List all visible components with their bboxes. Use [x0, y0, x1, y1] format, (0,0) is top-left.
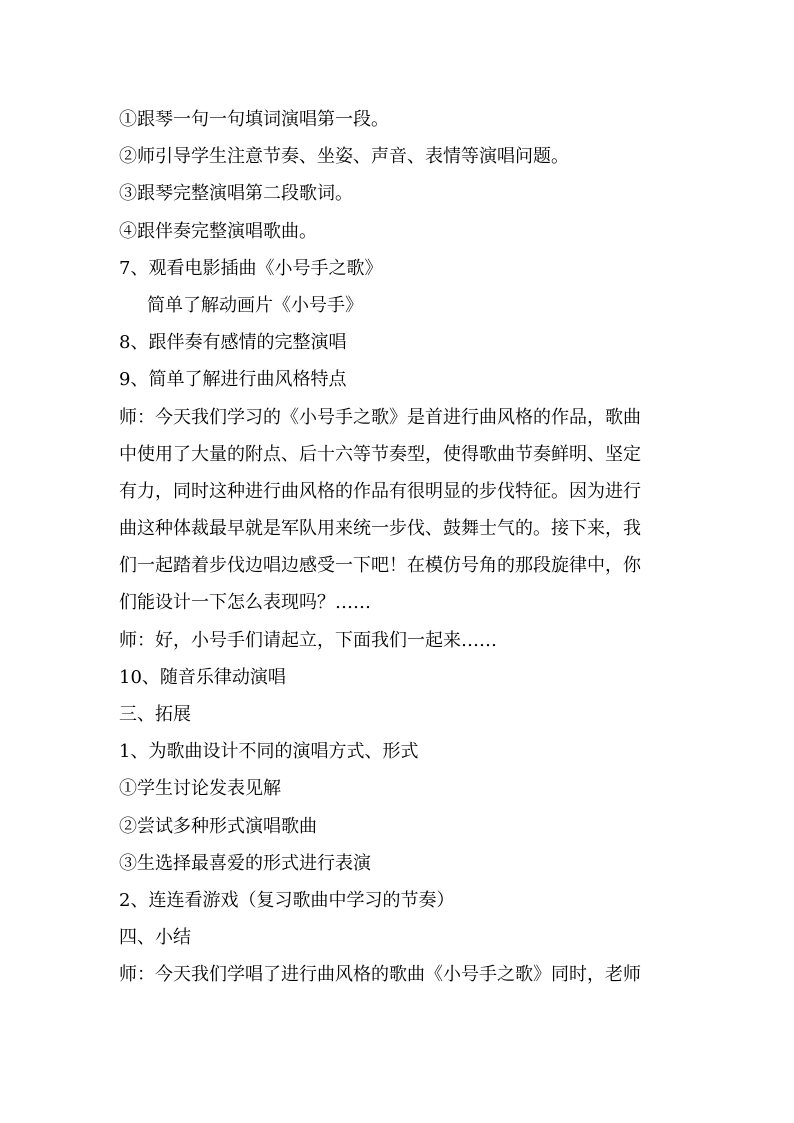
step-line: ④跟伴奏完整演唱歌曲。 — [119, 220, 317, 242]
section-item: 2、连连看游戏（复习歌曲中学习的节奏） — [119, 889, 455, 911]
step-line: ②师引导学生注意节奏、坐姿、声音、表情等演唱问题。 — [119, 146, 569, 168]
step-line: ③跟琴完整演唱第二段歌词。 — [119, 183, 353, 205]
section-heading: 四、小结 — [119, 927, 191, 949]
section-item: 8、跟伴奏有感情的完整演唱 — [119, 332, 347, 354]
paragraph-line: 有力，同时这种进行曲风格的作品有很明显的步伐特征。因为进行 — [119, 480, 641, 502]
paragraph-line: 师：今天我们学唱了进行曲风格的歌曲《小号手之歌》同时，老师 — [119, 964, 641, 986]
paragraph-line: 师：今天我们学习的《小号手之歌》是首进行曲风格的作品，歌曲 — [119, 406, 641, 428]
step-line: ③生选择最喜爱的形式进行表演 — [119, 852, 371, 874]
paragraph-line: 曲这种体裁最早就是军队用来统一步伐、鼓舞士气的。接下来，我 — [119, 518, 641, 540]
section-item: 7、观看电影插曲《小号手之歌》 — [119, 257, 383, 279]
paragraph-line: 们一起踏着步伐边唱边感受一下吧！在模仿号角的那段旋律中，你 — [119, 555, 641, 577]
indented-line: 简单了解动画片《小号手》 — [147, 294, 363, 316]
paragraph-line: 们能设计一下怎么表现吗？…… — [119, 592, 371, 614]
section-heading: 三、拓展 — [119, 704, 191, 725]
step-line: ①学生讨论发表见解 — [119, 778, 281, 800]
step-line: ②尝试多种形式演唱歌曲 — [119, 815, 317, 837]
section-item: 10、随音乐律动演唱 — [119, 666, 286, 688]
document-body — [119, 101, 679, 994]
paragraph-line: 中使用了大量的附点、后十六等节奏型，使得歌曲节奏鲜明、坚定 — [119, 443, 641, 465]
paragraph-line: 师：好，小号手们请起立，下面我们一起来…… — [119, 629, 497, 651]
step-line: ①跟琴一句一句填词演唱第一段。 — [119, 109, 389, 130]
section-item: 9、简单了解进行曲风格特点 — [119, 369, 347, 391]
section-item: 1、为歌曲设计不同的演唱方式、形式 — [119, 741, 419, 763]
